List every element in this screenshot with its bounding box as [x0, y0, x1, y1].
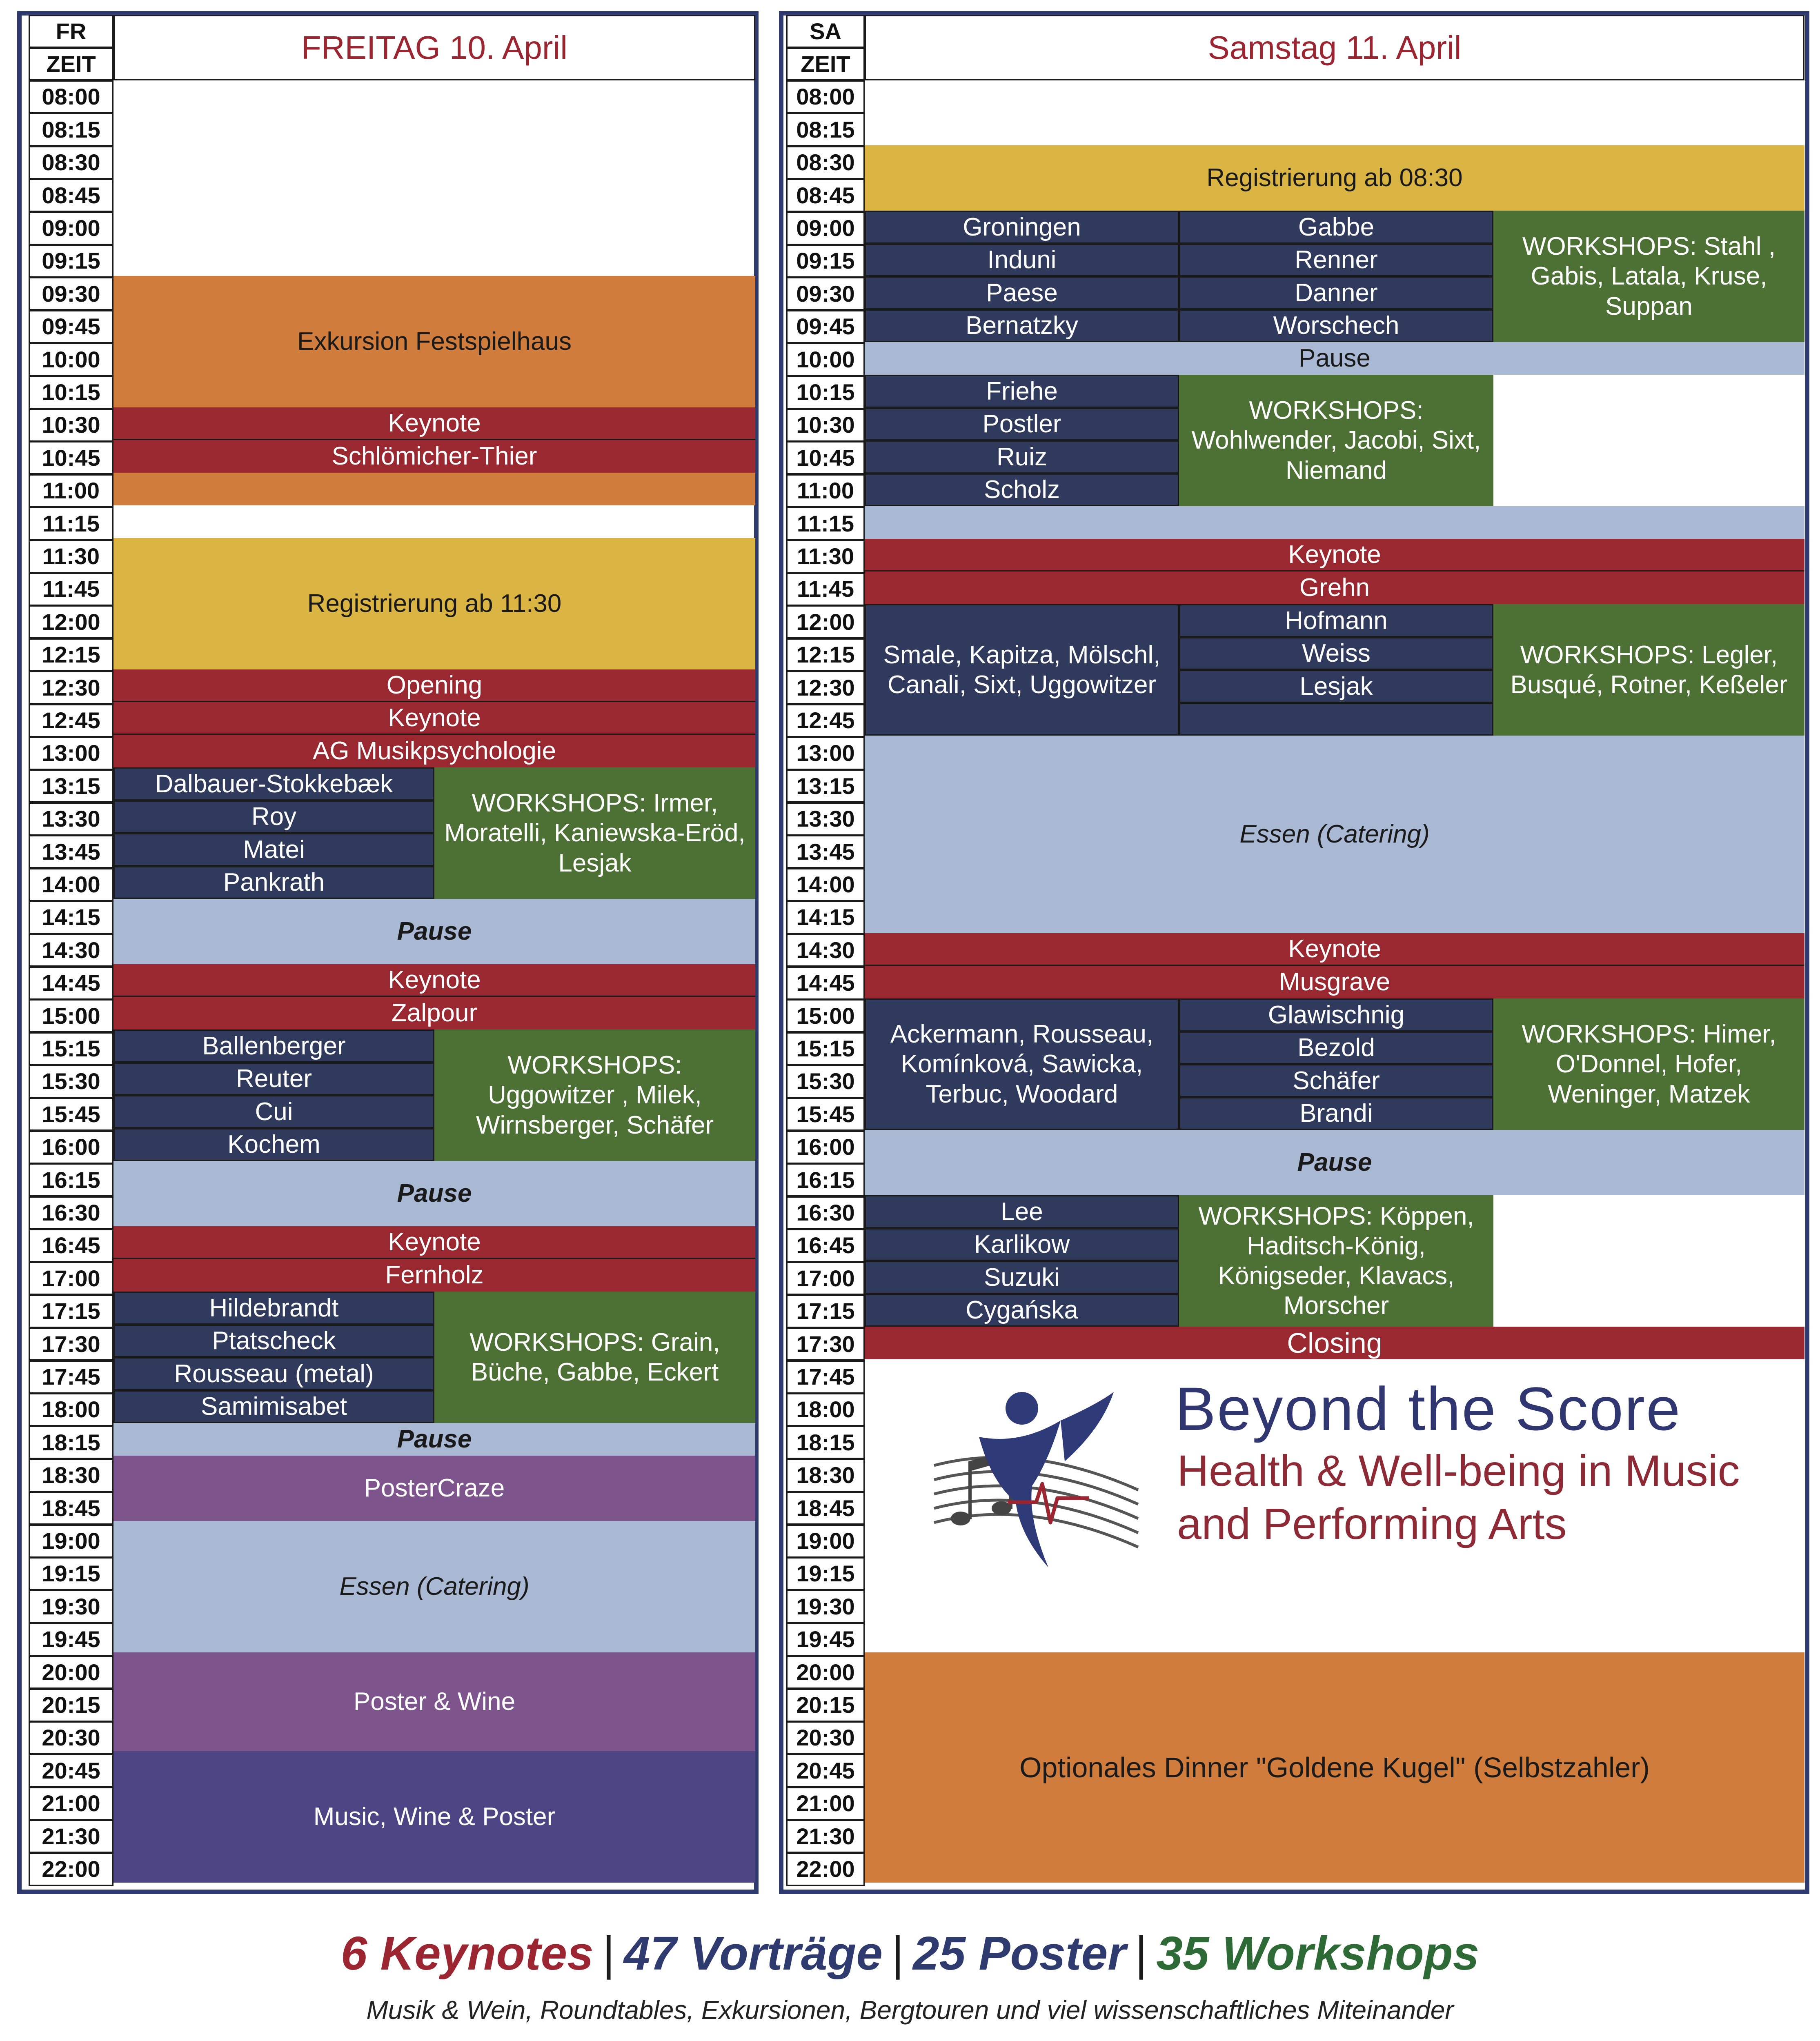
- fri-speaker-1: Schlömicher-Thier: [113, 440, 755, 473]
- session-row: Scholz: [865, 474, 1179, 507]
- time-slot: 10:30: [29, 409, 113, 442]
- time-slot: 21:00: [29, 1787, 113, 1820]
- time-slot: 16:30: [29, 1196, 113, 1229]
- fri-music-wine: Music, Wine & Poster: [113, 1751, 755, 1883]
- time-slot: 08:30: [786, 146, 865, 179]
- time-slot: 15:45: [786, 1098, 865, 1131]
- time-slot: 14:30: [786, 934, 865, 967]
- session-row: Schäfer: [1179, 1064, 1493, 1097]
- time-slot: 19:30: [29, 1590, 113, 1623]
- fri-essen: Essen (Catering): [113, 1521, 755, 1652]
- session-row: Postler: [865, 408, 1179, 441]
- time-slot: 17:45: [786, 1361, 865, 1394]
- time-slot: 10:45: [786, 441, 865, 474]
- fri-pause-3: Pause: [113, 1423, 755, 1456]
- time-slot: 09:45: [786, 310, 865, 343]
- time-slot: 09:30: [29, 277, 113, 310]
- session-row: Kochem: [113, 1128, 434, 1161]
- sat-keynote-2: Keynote: [865, 933, 1804, 966]
- session-row: Renner: [1179, 244, 1493, 277]
- summary-line: [0, 1923, 1820, 1984]
- time-slot: 18:30: [786, 1459, 865, 1492]
- time-slot: 13:00: [29, 737, 113, 770]
- time-slot: 21:30: [29, 1820, 113, 1853]
- saturday-day-abbr: SA: [786, 15, 865, 48]
- time-slot: 14:00: [29, 868, 113, 901]
- time-slot: 13:45: [786, 835, 865, 868]
- time-slot: 08:15: [29, 113, 113, 146]
- fri-opening: Opening: [113, 669, 755, 702]
- sat-workshop-3: WORKSHOPS: Legler, Busqué, Rotner, Keßeler: [1493, 604, 1804, 736]
- time-slot: 19:30: [786, 1590, 865, 1623]
- time-slot: 14:45: [29, 967, 113, 1000]
- sat-workshop-1: WORKSHOPS: Stahl , Gabis, Latala, Kruse, Suppan: [1493, 211, 1804, 342]
- sat-closing: Closing: [865, 1327, 1804, 1359]
- time-slot: 12:45: [786, 704, 865, 737]
- time-slot: 17:00: [29, 1262, 113, 1295]
- time-slot: 18:00: [29, 1393, 113, 1426]
- time-slot: 21:30: [786, 1820, 865, 1853]
- session-row: Karlikow: [865, 1228, 1179, 1261]
- sat-speaker-1: Grehn: [865, 571, 1804, 604]
- time-slot: 09:30: [786, 277, 865, 310]
- time-slot: 18:15: [786, 1426, 865, 1459]
- time-slot: 18:00: [786, 1393, 865, 1426]
- sat-session-a4: Ackermann, Rousseau, Komínková, Sawicka, Terbuc, Woodard: [865, 998, 1179, 1130]
- time-slot: 12:00: [786, 605, 865, 638]
- time-slot: 08:30: [29, 146, 113, 179]
- time-slot: 22:00: [29, 1853, 113, 1886]
- session-row: Bernatzky: [865, 309, 1179, 342]
- fri-workshop-1: WORKSHOPS: Irmer, Moratelli, Kaniewska-Eröd, Lesjak: [434, 767, 755, 899]
- sat-workshop-4: WORKSHOPS: Himer, O'Donnel, Hofer, Weninger, Matzek: [1493, 998, 1804, 1130]
- time-slot: 08:00: [29, 80, 113, 113]
- fri-speaker-4: Fernholz: [113, 1259, 755, 1292]
- session-row: Glawischnig: [1179, 998, 1493, 1032]
- time-slot: 17:15: [29, 1295, 113, 1328]
- friday-zeit-label: ZEIT: [29, 48, 113, 80]
- summary-vortraege: 47 Vorträge: [623, 1927, 883, 1980]
- time-slot: 11:15: [786, 507, 865, 540]
- summary-separator: |: [602, 1927, 615, 1980]
- sat-session-b1: [1179, 211, 1493, 342]
- time-slot: 15:30: [29, 1065, 113, 1098]
- fri-session-2: [113, 1029, 434, 1161]
- time-slot: 19:00: [29, 1525, 113, 1558]
- fri-speaker-3: Zalpour: [113, 997, 755, 1029]
- time-slot: 13:30: [786, 803, 865, 836]
- sat-workshop-2: WORKSHOPS: Wohlwender, Jacobi, Sixt, Niemand: [1179, 375, 1493, 506]
- time-slot: 10:15: [786, 376, 865, 409]
- time-slot: 11:45: [29, 573, 113, 606]
- friday-day-abbr: FR: [29, 15, 113, 48]
- fri-postercraze: PosterCraze: [113, 1456, 755, 1521]
- time-slot: 20:00: [786, 1656, 865, 1689]
- time-slot: 18:30: [29, 1459, 113, 1492]
- fri-pause-1: Pause: [113, 899, 755, 964]
- time-slot: 18:15: [29, 1426, 113, 1459]
- fri-pause-2: Pause: [113, 1161, 755, 1226]
- time-slot: 12:45: [29, 704, 113, 737]
- logo-mark-icon: [926, 1380, 1171, 1608]
- time-slot: 09:45: [29, 310, 113, 343]
- time-slot: 20:45: [786, 1754, 865, 1787]
- time-slot: 14:00: [786, 868, 865, 901]
- time-slot: 21:00: [786, 1787, 865, 1820]
- summary-separator: |: [1135, 1927, 1148, 1980]
- session-row: Paese: [865, 276, 1179, 309]
- time-slot: 08:45: [29, 179, 113, 212]
- fri-session-3: [113, 1292, 434, 1423]
- session-row: Worschech: [1179, 309, 1493, 342]
- time-slot: 19:00: [786, 1525, 865, 1558]
- fri-keynote-2: Keynote: [113, 702, 755, 735]
- logo-title: Beyond the Score: [1175, 1374, 1682, 1443]
- session-row: Matei: [113, 833, 434, 866]
- session-row: Brandi: [1179, 1097, 1493, 1130]
- sat-essen: Essen (Catering): [865, 736, 1804, 933]
- time-slot: 12:15: [786, 638, 865, 671]
- session-row: Reuter: [113, 1063, 434, 1096]
- summary-separator: |: [891, 1927, 904, 1980]
- time-slot: 12:00: [29, 605, 113, 638]
- time-slot: 16:45: [29, 1229, 113, 1262]
- session-row: Induni: [865, 244, 1179, 277]
- time-slot: 17:30: [29, 1327, 113, 1361]
- time-slot: 11:15: [29, 507, 113, 540]
- time-slot: 20:15: [29, 1689, 113, 1722]
- session-row: Lee: [865, 1195, 1179, 1228]
- session-row: Pankrath: [113, 866, 434, 899]
- sat-session-b4: [1179, 998, 1493, 1130]
- fri-keynote-4: Keynote: [113, 1226, 755, 1259]
- summary-keynotes: 6 Keynotes: [340, 1927, 594, 1980]
- fri-keynote-3: Keynote: [113, 964, 755, 997]
- time-slot: 15:30: [786, 1065, 865, 1098]
- time-slot: 10:30: [786, 409, 865, 442]
- time-slot: 14:15: [786, 901, 865, 934]
- logo: [865, 1359, 1804, 1652]
- time-slot: 12:15: [29, 638, 113, 671]
- sat-pause-1: Pause: [865, 342, 1804, 375]
- session-row: Hofmann: [1179, 604, 1493, 637]
- fri-poster-wine: Poster & Wine: [113, 1652, 755, 1751]
- time-slot: 10:00: [29, 343, 113, 376]
- fri-ag: AG Musikpsychologie: [113, 735, 755, 767]
- saturday-zeit-label: ZEIT: [786, 48, 865, 80]
- session-row: Hildebrandt: [113, 1292, 434, 1325]
- sat-session-b3: [1179, 604, 1493, 736]
- time-slot: 20:30: [786, 1721, 865, 1754]
- time-slot: 14:30: [29, 934, 113, 967]
- fri-exkursion: Exkursion Festspielhaus: [113, 276, 755, 407]
- sat-registrierung: Registrierung ab 08:30: [865, 145, 1804, 211]
- sat-workshop-5: WORKSHOPS: Köppen, Haditsch-König, Königseder, Klavacs, Morscher: [1179, 1195, 1493, 1327]
- time-slot: 13:15: [29, 769, 113, 803]
- session-row: Groningen: [865, 211, 1179, 244]
- fri-orange-1100: [113, 473, 755, 505]
- time-slot: 11:30: [29, 540, 113, 573]
- time-slot: 11:00: [29, 474, 113, 507]
- time-slot: 22:00: [786, 1853, 865, 1886]
- session-row: Lesjak: [1179, 670, 1493, 703]
- time-slot: 17:30: [786, 1327, 865, 1361]
- session-row: [1179, 703, 1493, 736]
- time-slot: 12:30: [786, 671, 865, 704]
- time-slot: 08:15: [786, 113, 865, 146]
- session-row: Gabbe: [1179, 211, 1493, 244]
- time-slot: 13:00: [786, 737, 865, 770]
- fri-registrierung: Registrierung ab 11:30: [113, 538, 755, 669]
- time-slot: 19:15: [29, 1557, 113, 1590]
- session-row: Cygańska: [865, 1294, 1179, 1327]
- logo-subtitle-2: and Performing Arts: [1177, 1499, 1567, 1548]
- time-slot: 11:45: [786, 573, 865, 606]
- time-slot: 16:15: [29, 1163, 113, 1196]
- time-slot: 16:00: [29, 1131, 113, 1164]
- time-slot: 10:45: [29, 441, 113, 474]
- sat-session-a5: [865, 1195, 1179, 1327]
- sat-blue-1115: [865, 506, 1804, 539]
- sat-session-a2: [865, 375, 1179, 506]
- summary-poster: 25 Poster: [912, 1927, 1126, 1980]
- session-row: Rousseau (metal): [113, 1357, 434, 1390]
- fri-workshop-2: WORKSHOPS: Uggowitzer , Milek, Wirnsberger, Schäfer: [434, 1029, 755, 1161]
- time-slot: 09:15: [29, 245, 113, 278]
- time-slot: 20:30: [29, 1721, 113, 1754]
- time-slot: 17:15: [786, 1295, 865, 1328]
- summary-workshops: 35 Workshops: [1156, 1927, 1480, 1980]
- time-slot: 19:45: [29, 1623, 113, 1656]
- time-slot: 09:15: [786, 245, 865, 278]
- time-slot: 17:45: [29, 1361, 113, 1394]
- logo-subtitle-1: Health & Well-being in Music: [1177, 1446, 1740, 1495]
- sat-pause-2: Pause: [865, 1130, 1804, 1195]
- session-row: Ruiz: [865, 440, 1179, 474]
- time-slot: 16:45: [786, 1229, 865, 1262]
- fri-workshop-3: WORKSHOPS: Grain, Büche, Gabbe, Eckert: [434, 1292, 755, 1423]
- sat-keynote-1: Keynote: [865, 539, 1804, 571]
- session-row: Samimisabet: [113, 1390, 434, 1423]
- time-slot: 20:15: [786, 1689, 865, 1722]
- session-row: Cui: [113, 1095, 434, 1128]
- sat-session-a3: Smale, Kapitza, Mölschl, Canali, Sixt, Uggowitzer: [865, 604, 1179, 736]
- time-slot: 18:45: [29, 1492, 113, 1525]
- time-slot: 14:45: [786, 967, 865, 1000]
- time-slot: 10:00: [786, 343, 865, 376]
- time-slot: 17:00: [786, 1262, 865, 1295]
- time-slot: 15:15: [786, 1032, 865, 1065]
- sat-session-a1: [865, 211, 1179, 342]
- time-slot: 08:00: [786, 80, 865, 113]
- time-slot: 12:30: [29, 671, 113, 704]
- time-slot: 20:00: [29, 1656, 113, 1689]
- time-slot: 18:45: [786, 1492, 865, 1525]
- session-row: Danner: [1179, 276, 1493, 309]
- time-slot: 16:00: [786, 1131, 865, 1164]
- time-slot: 19:45: [786, 1623, 865, 1656]
- sat-speaker-2: Musgrave: [865, 966, 1804, 998]
- time-slot: 15:00: [786, 999, 865, 1032]
- friday-title: FREITAG 10. April: [113, 15, 755, 80]
- time-slot: 14:15: [29, 901, 113, 934]
- session-row: Ballenberger: [113, 1029, 434, 1063]
- sat-dinner: Optionales Dinner "Goldene Kugel" (Selbstzahler): [865, 1652, 1804, 1883]
- time-slot: 19:15: [786, 1557, 865, 1590]
- time-slot: 09:00: [29, 212, 113, 245]
- session-row: Ptatscheck: [113, 1325, 434, 1358]
- time-slot: 13:45: [29, 835, 113, 868]
- saturday-title: Samstag 11. April: [865, 15, 1804, 80]
- fri-session-1: [113, 767, 434, 899]
- session-row: Friehe: [865, 375, 1179, 408]
- time-slot: 15:45: [29, 1098, 113, 1131]
- session-row: Weiss: [1179, 637, 1493, 670]
- time-slot: 11:00: [786, 474, 865, 507]
- summary-tagline: Musik & Wein, Roundtables, Exkursionen, Bergtouren und viel wissenschaftliches Miteinander: [366, 1995, 1454, 2025]
- time-slot: 16:15: [786, 1163, 865, 1196]
- time-slot: 13:30: [29, 803, 113, 836]
- time-slot: 15:00: [29, 999, 113, 1032]
- time-slot: 11:30: [786, 540, 865, 573]
- session-row: Roy: [113, 800, 434, 834]
- session-row: Suzuki: [865, 1261, 1179, 1294]
- time-slot: 15:15: [29, 1032, 113, 1065]
- time-slot: 09:00: [786, 212, 865, 245]
- time-slot: 20:45: [29, 1754, 113, 1787]
- time-slot: 10:15: [29, 376, 113, 409]
- session-row: Bezold: [1179, 1032, 1493, 1065]
- time-slot: 16:30: [786, 1196, 865, 1229]
- session-row: Dalbauer-Stokkebæk: [113, 767, 434, 800]
- time-slot: 13:15: [786, 769, 865, 803]
- time-slot: 08:45: [786, 179, 865, 212]
- fri-keynote-1: Keynote: [113, 407, 755, 440]
